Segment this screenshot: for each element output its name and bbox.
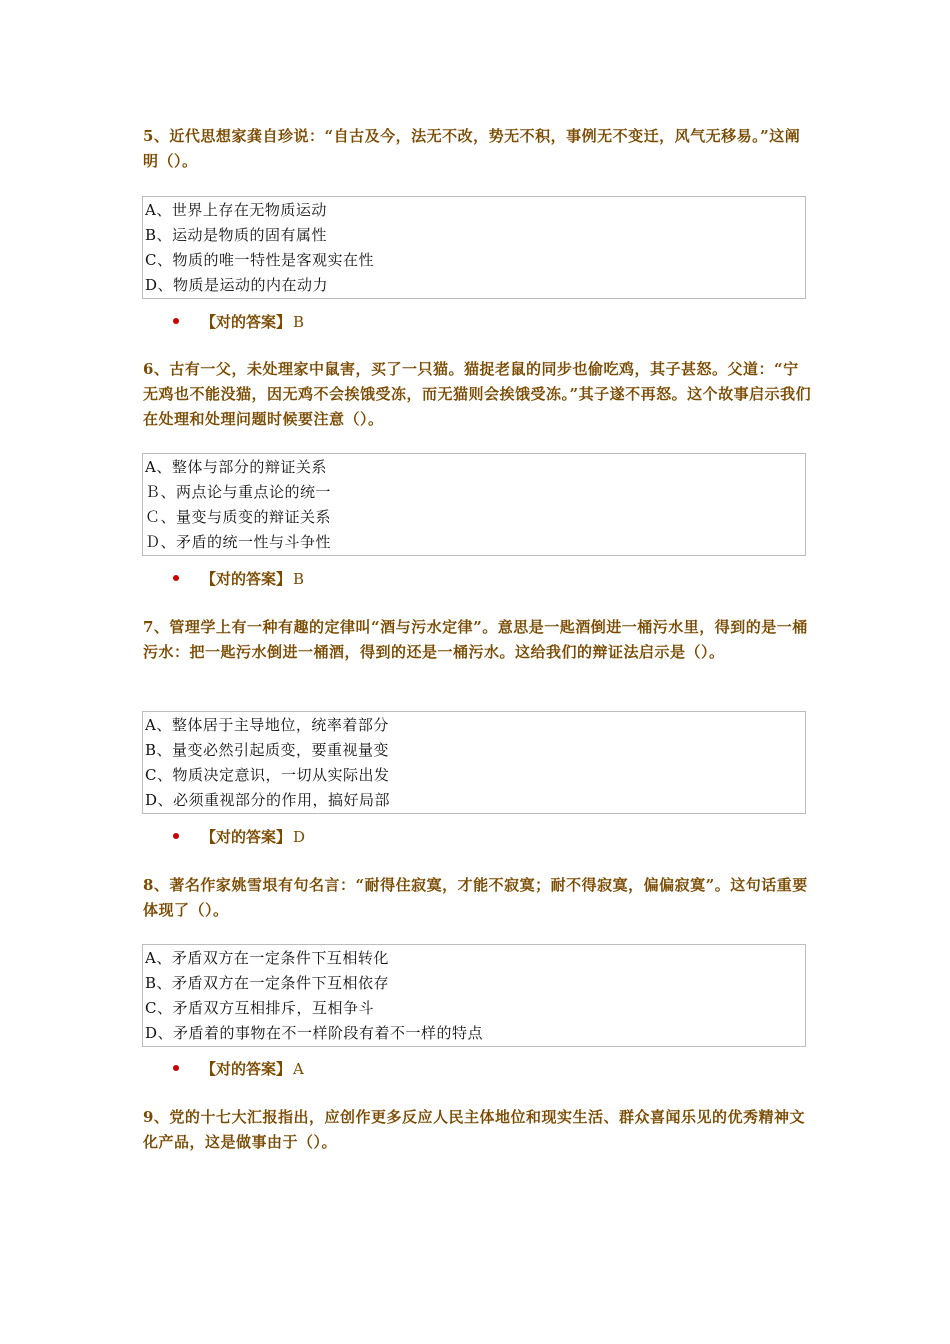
answer-label: 【对的答案】 [201, 828, 292, 846]
bullet-icon [173, 318, 179, 324]
option-b: B、量变必然引起质变，要重视量变 [145, 741, 390, 759]
answer-label: 【对的答案】 [201, 1060, 292, 1078]
question-5-answer [173, 311, 304, 333]
question-7-text: 7、管理学上有一种有趣的定律叫“酒与污水定律”。意思是一匙酒倒进一桶污水里，得到的是一桶污水：把一匙污水倒进一桶酒，得到的还是一桶污水。这给我们的辩证法启示是（）。 [143, 618, 808, 661]
answer-value: D [293, 828, 306, 846]
option-a: A、矛盾双方在一定条件下互相转化 [145, 949, 389, 967]
option-d: D、矛盾着的事物在不一样阶段有着不一样的特点 [145, 1024, 484, 1042]
question-5-text: 5、近代思想家龚自珍说：“自古及今，法无不改，势无不积，事例无不变迁，风气无移易。”这阐明（）。 [143, 127, 801, 170]
bullet-icon [173, 575, 179, 581]
answer-label: 【对的答案】 [201, 313, 292, 331]
option-c: C、矛盾双方互相排斥，互相争斗 [145, 999, 374, 1017]
question-8-answer [173, 1058, 304, 1080]
question-7-options [142, 711, 806, 814]
bullet-icon [173, 1065, 179, 1071]
bullet-icon [173, 833, 179, 839]
answer-label: 【对的答案】 [201, 570, 292, 588]
question-7-answer [173, 826, 305, 848]
question-6-answer [173, 568, 304, 590]
question-5-options [142, 196, 806, 299]
question-6-options [142, 453, 806, 556]
question-9-text: 9、党的十七大汇报指出，应创作更多反应人民主体地位和现实生活、群众喜闻乐见的优秀精神文化产品，这是做事由于（）。 [143, 1108, 805, 1151]
question-8-options [142, 944, 806, 1047]
option-b: Ｂ、两点论与重点论的统一 [145, 483, 332, 501]
option-d: Ｄ、矛盾的统一性与斗争性 [145, 533, 332, 551]
option-a: A、整体居于主导地位，统率着部分 [145, 716, 389, 734]
answer-value: A [293, 1060, 304, 1078]
option-a: A、世界上存在无物质运动 [145, 201, 327, 219]
question-6-text: 6、古有一父，未处理家中鼠害，买了一只猫。猫捉老鼠的同步也偷吃鸡，其子甚怒。父道：“宁无鸡也不能没猫，因无鸡不会挨饿受冻，而无猫则会挨饿受冻。”其子遂不再怒。这个故事启示我们在处理和处理问题时候要注意（）。 [143, 360, 812, 428]
answer-value: B [293, 570, 305, 588]
question-8-text: 8、著名作家姚雪垠有句名言：“耐得住寂寞，才能不寂寞；耐不得寂寞，偏偏寂寞”。这句话重要体现了（）。 [143, 876, 808, 919]
option-c: C、物质的唯一特性是客观实在性 [145, 251, 374, 269]
option-b: B、矛盾双方在一定条件下互相依存 [145, 974, 390, 992]
option-a: A、整体与部分的辩证关系 [145, 458, 327, 476]
option-c: Ｃ、量变与质变的辩证关系 [145, 508, 332, 526]
option-c: C、物质决定意识，一切从实际出发 [145, 766, 390, 784]
option-d: D、必须重视部分的作用，搞好局部 [145, 791, 391, 809]
option-d: D、物质是运动的内在动力 [145, 276, 329, 294]
answer-value: B [293, 313, 305, 331]
option-b: B、运动是物质的固有属性 [145, 226, 328, 244]
